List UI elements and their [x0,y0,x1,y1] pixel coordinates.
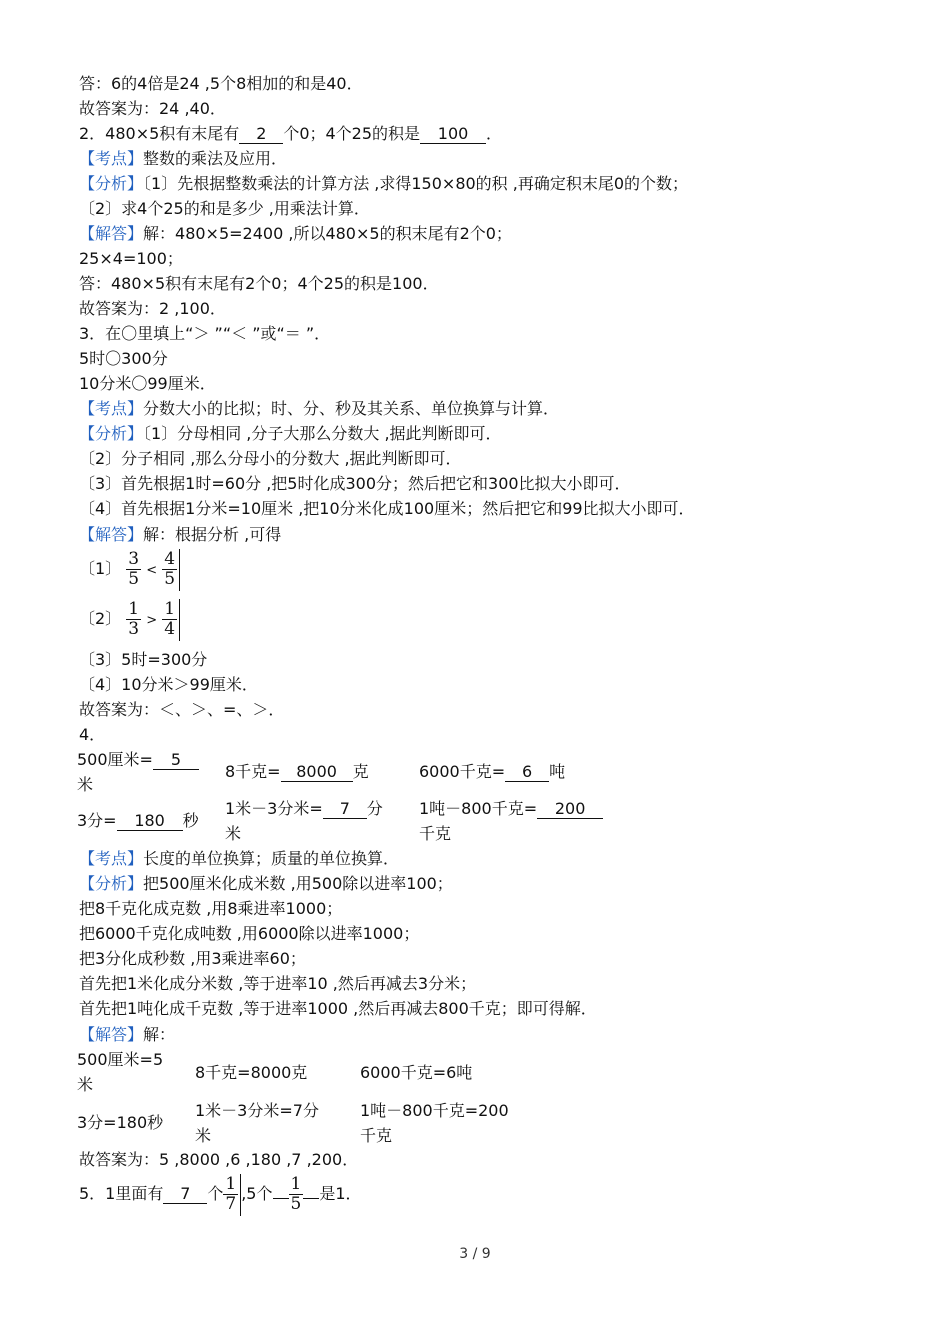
q2-jieda-2: 25×4=100； [79,249,183,268]
q2-kaodian: 【考点】整数的乘法及应用． [79,149,288,168]
jieda-tag: 【解答】 [79,224,144,243]
q3-line-2: 10分米〇99厘米． [79,374,216,393]
q3-fenxi-3: 〔3〕首先根据1时=60分 ,把5时化成300分；然后把它和300比拟大小即可． [79,474,631,493]
q4-fenxi-2: 把8千克化成克数 ,用8乘进率1000； [79,899,343,918]
q3-item-2: 〔2〕 $\frac{1}{3}$ > $\frac{1}{4}$ [79,597,180,643]
q4-fenxi-4: 把3分化成秒数 ,用3乘进率60； [79,949,306,968]
jieda-tag: 【解答】 [79,1025,144,1044]
q4-final: 故答案为：5 ,8000 ,6 ,180 ,7 ,200． [79,1150,359,1169]
q4-blank: 6 [505,763,549,782]
kaodian-tag: 【考点】 [79,849,144,868]
q1-final: 故答案为：24 ,40． [79,99,226,118]
fenxi-tag: 【分析】 [79,174,144,193]
q2-final: 故答案为：2 ,100． [79,299,226,318]
q3-item-3: 〔3〕5时=300分 [79,650,208,669]
q4-jieda: 【解答】解： [79,1025,176,1044]
q2-blank-1: 2 [239,125,283,144]
kaodian-tag: 【考点】 [79,399,144,418]
q4-r1c3: 6000千克= 6 吨 [419,762,566,781]
q4-kaodian: 【考点】长度的单位换算；质量的单位换算． [79,849,400,868]
q3-kaodian: 【考点】分数大小的比拟；时、分、秒及其关系、单位换算与计算． [79,399,560,418]
fraction: $\frac{1}{5}$ [290,1174,302,1214]
q3-final: 故答案为：＜、＞、=、＞． [79,700,285,719]
q3-jieda: 【解答】解：根据分析 ,可得 [79,525,282,544]
q5-blank [273,1198,289,1199]
divider [179,549,180,591]
q3-fenxi-4: 〔4〕首先根据1分米=10厘米 ,把10分米化成100厘米；然后把它和99比拟大小即可． [79,499,695,518]
q4-r2c1: 3分= 180 秒 [77,811,199,830]
q2-stem: 2．480×5积有末尾有 2 个0；4个25的积是 100 ． [79,124,503,143]
kaodian-tag: 【考点】 [79,149,144,168]
q4-r1c2: 8千克= 8000 克 [225,762,369,781]
q4-ans-r1c2: 8千克=8000克 [195,1063,308,1082]
q4-blank: 7 [323,800,367,819]
fenxi-tag: 【分析】 [79,424,144,443]
q3-fenxi-2: 〔2〕分子相同 ,那么分母小的分数大 ,据此判断即可． [79,449,462,468]
q4-blank: 8000 [281,763,353,782]
page-number: 3 / 9 [459,1246,491,1262]
q3-item-4: 〔4〕10分米＞99厘米． [79,675,258,694]
q4-blank: 5 [153,751,199,770]
q4-blank: 200 [537,800,603,819]
q4-r2c2: 1米－3分米= 7 分 米 [225,799,383,843]
q2-jieda: 【解答】解：480×5=2400 ,所以480×5的积末尾有2个0； [79,224,512,243]
fraction: $\frac{1}{4}$ [164,599,176,639]
q4-r2c3: 1吨－800千克= 200 千克 [419,796,603,846]
q4-fenxi-5: 首先把1米化成分米数 ,等于进率10 ,然后再减去3分米； [79,974,477,993]
q3-stem: 3．在〇里填上“＞ ”“＜ ”或“＝ ”． [79,324,331,343]
q1-answer: 答：6的4倍是24 ,5个8相加的和是40． [79,74,363,93]
q4-number: 4． [79,725,106,744]
q2-answer: 答：480×5积有末尾有2个0；4个25的积是100． [79,274,439,293]
q4-ans-r1c3: 6000千克=6吨 [360,1063,473,1082]
q5-stem: 5．1里面有 7 个 $\frac{1}{7}$ ,5个 $\frac{1}{5}$ 是1． [79,1174,362,1214]
q5-blank: 7 [163,1185,207,1204]
q4-blank: 180 [117,812,183,831]
q5-blank [303,1198,319,1199]
q4-fenxi: 【分析】把500厘米化成米数 ,用500除以进率100； [79,874,453,893]
fenxi-tag: 【分析】 [79,874,144,893]
q4-r1c1: 500厘米= 5 米 [77,747,199,797]
q3-fenxi: 【分析】〔1〕分母相同 ,分子大那么分数大 ,据此判断即可． [79,424,502,443]
q4-ans-r2c2: 1米－3分米=7分 米 [195,1101,319,1145]
q4-ans-r2c1: 3分=180秒 [77,1113,164,1132]
q3-item-1: 〔1〕 $\frac{3}{5}$ < $\frac{4}{5}$ [79,547,180,593]
fraction: $\frac{3}{5}$ [128,549,140,589]
jieda-tag: 【解答】 [79,525,144,544]
q2-blank-2: 100 [420,125,486,144]
q2-fenxi: 【分析】〔1〕先根据整数乘法的计算方法 ,求得150×80的积 ,再确定积末尾0的个数； [79,174,689,193]
fraction: $\frac{4}{5}$ [164,549,176,589]
q4-fenxi-3: 把6000千克化成吨数 ,用6000除以进率1000； [79,924,420,943]
divider [179,599,180,641]
q3-line-1: 5时〇300分 [79,349,168,368]
q4-ans-r1c1: 500厘米=5 米 [77,1050,164,1094]
fraction: $\frac{1}{3}$ [128,599,140,639]
q2-fenxi-2: 〔2〕求4个25的和是多少 ,用乘法计算． [79,199,370,218]
q4-fenxi-6: 首先把1吨化成千克数 ,等于进率1000 ,然后再减去800千克；即可得解． [79,999,597,1018]
fraction: $\frac{1}{7}$ [225,1174,237,1214]
q4-ans-r2c3: 1吨－800千克=200 千克 [360,1101,509,1145]
